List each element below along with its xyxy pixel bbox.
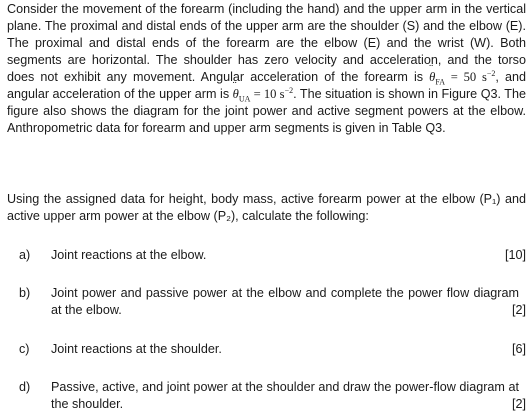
- intro-paragraph: [7, 1, 526, 137]
- question-marks: [10]: [504, 248, 526, 262]
- question-text: Passive, active, and joint power at the shoulder and draw the power-flow diagram at the shoulder.: [51, 380, 519, 411]
- forearm-angular-acceleration: ¨ $\theta_{FA} = 50$ $s^{-2}$: [429, 70, 495, 84]
- intro-text-part1: Consider the movement of the forearm (including the hand) and the upper arm in the vertical plane. The proximal and distal ends of the upper arm are the shoulder (S) and the elbow (E). The proximal and distal ends of the forearm are the elbow (E) and the wrist (W). Both segments are horizontal. The shoulder has zero velocity and acceleration, and the torso does not exhibit any movement. Angular acceleration of the forearm is: [7, 2, 526, 84]
- question-letter: d): [19, 380, 31, 394]
- intro-text-part3: . The situation is shown in Figure Q3. The figure also shows the diagram for the joint power and active segment powers at the elbow. Anthropometric data for forearm and upper arm segments is given in Table Q3.: [7, 87, 527, 135]
- question-marks: [6]: [511, 342, 526, 356]
- question-marks: [2]: [511, 303, 526, 317]
- upper-arm-angular-acceleration: ¨ $\theta_{UA} = 10$ $s^{-2}$: [233, 87, 293, 101]
- intro-text-part2: , and angular acceleration of the upper arm is: [7, 70, 527, 101]
- question-text: Joint reactions at the shoulder.: [51, 342, 222, 356]
- question-text: Joint reactions at the elbow.: [51, 248, 207, 262]
- question-marks: [2]: [511, 397, 526, 411]
- question-letter: c): [19, 342, 30, 356]
- question-letter: b): [19, 286, 31, 300]
- question-letter: a): [19, 248, 31, 262]
- instruction-paragraph: Using the assigned data for height, body mass, active forearm power at the elbow (P₁) and active upper arm power at the elbow (P₂), calculate the following:: [7, 192, 526, 223]
- question-text: Joint power and passive power at the elbow and complete the power flow diagram at the elbow.: [51, 286, 519, 317]
